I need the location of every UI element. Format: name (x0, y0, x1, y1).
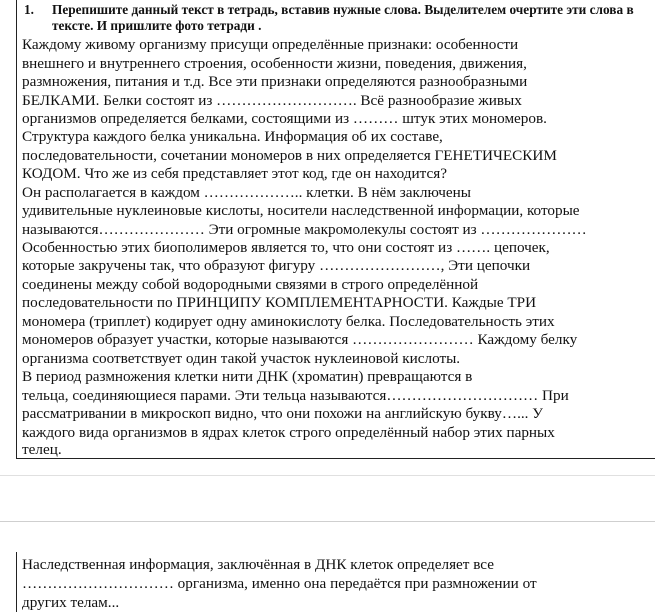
text-line: последовательности по ПРИНЦИПУ КОМПЛЕМЕНТАРНОСТИ. Каждые ТРИ (22, 294, 537, 311)
text-line: КОДОМ. Что же из себя представляет этот код, где он находится? (22, 165, 447, 182)
text-line: размножения, питания и т.д. Все эти признаки определяются разнообразными (22, 73, 528, 90)
text-line: Он располагается в каждом ……………….. клетки. В нём заключены (22, 184, 471, 201)
text-line: Каждому живому организму присущи определённые признаки: особенности (22, 36, 519, 53)
text-line: организмов определяется белками, состоящими из ……… штук этих мономеров. (22, 110, 547, 127)
text-line: называются………………… Эти огромные макромолекулы состоят из ………………… (22, 221, 587, 238)
text-line: мономеров образует участки, которые называются …………………… Каждому белку (22, 331, 578, 348)
text-line: внешнего и внутреннего строения, особенности жизни, поведения, движения, (22, 55, 527, 72)
text-line: рассматривании в микроскоп видно, что они похожи на английскую букву…... У (22, 405, 544, 422)
text-line: тельца, соединяющиеся парами. Эти тельца называются………………………… При (22, 387, 569, 404)
page-separator (0, 521, 655, 522)
text-line: последовательности, сочетании мономеров в них определяется ГЕНЕТИЧЕСКИМ (22, 147, 557, 164)
task-instruction: Перепишите данный текст в тетрадь, вставив нужные слова. Выделителем очертите эти слова в тексте. И пришлите фото тетради . (52, 2, 634, 33)
text-line: Особенностью этих биополимеров является то, что они состоят из ……. цепочек, (22, 239, 550, 256)
text-line: Наследственная информация, заключённая в ДНК клеток определяет все (22, 556, 494, 573)
text-line: БЕЛКАМИ. Белки состоят из ………………………. Всё разнообразие живых (22, 92, 522, 109)
page-separator (0, 475, 655, 476)
text-line: В период размножения клетки нити ДНК (хроматин) превращаются в (22, 368, 473, 385)
text-line: других телам... (22, 594, 120, 611)
text-line: ………………………… организма, именно она передаётся при размножении от (22, 575, 537, 592)
task-number: 1. (24, 2, 34, 17)
text-line: мономера (триплет) кодирует одну аминокислоту белка. Последовательность этих (22, 313, 555, 330)
text-line: удивительные нуклеиновые кислоты, носители наследственной информации, которые (22, 202, 580, 219)
task-heading (24, 2, 634, 34)
text-line: организма соответствует один такой участок нуклеиновой кислоты. (22, 350, 461, 367)
text-line: которые закручены так, что образуют фигуру ……………………, Эти цепочки (22, 257, 531, 274)
text-line: каждого вида организмов в ядрах клеток строго определённый набор этих парных (22, 424, 555, 441)
text-line: телец. (22, 441, 62, 458)
text-line: соединены между собой водородными связями в строго определённой (22, 276, 479, 293)
text-line: Структура каждого белка уникальна. Информация об их составе, (22, 128, 443, 145)
